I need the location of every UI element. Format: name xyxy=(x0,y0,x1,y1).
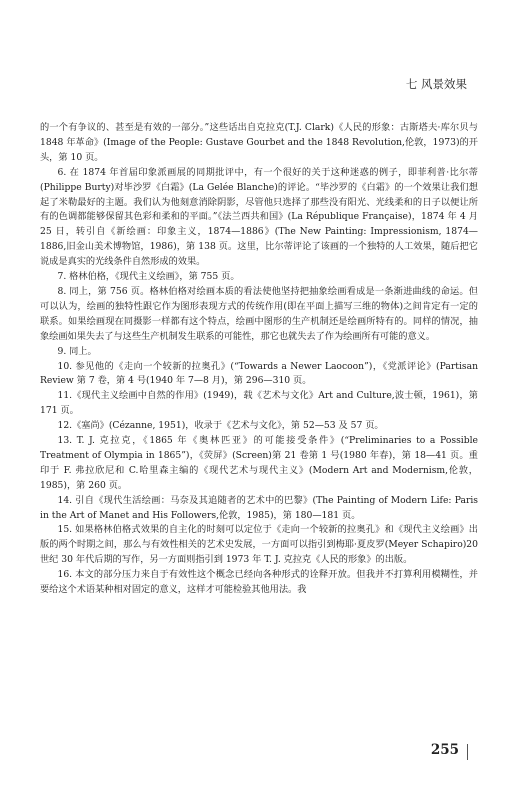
footnote-14: 14. 引自《现代生活绘画：马奈及其追随者的艺术中的巴黎》(The Painting of Modern Life: Paris in the Art of Manet and His Followers,伦敦，1985)，第 180—181 页。 xyxy=(40,494,478,521)
footnote-16: 16. 本文的部分压力来自于有效性这个概念已经向各种形式的诠释开放。但我并不打算利用模糊性，并要给这个术语某种相对固定的意义，这样才可能检验其他用法。我 xyxy=(40,569,478,596)
footnote-11: 11.《现代主义绘画中自然的作用》(1949)，载《艺术与文化》Art and Culture,波士顿，1961)，第 171 页。 xyxy=(40,390,478,417)
running-header: 七 风景效果 xyxy=(405,77,467,91)
footnote-12: 12.《塞尚》(Cézanne, 1951)，收录于《艺术与文化》，第 52—53 及 57 页。 xyxy=(57,420,384,432)
footnote-13: 13. T. J. 克拉克，《1865 年《奥林匹亚》的可能接受条件》(“Preliminaries to a Possible Treatment of Olympia in 1865”)，《荧屏》(Screen)第 21 卷第 1 号(1980 年春)，第 18—41 页。重印于 F. 弗拉欣尼和 C.哈里森主编的《现代艺术与现代主义》(Modern Art and Modernism,伦敦，1985)，第 260 页。 xyxy=(40,435,478,491)
footnote-6: 6. 在 1874 年首届印象派画展的同期批评中，有一个很好的关于这种迷惑的例子，即菲利普·比尔蒂(Philippe Burty)对毕沙罗《白霜》(La Gelée Blanche)的评论。“毕沙罗的《白霜》的一个效果让我们想起了米勒最好的主题。我们认为他刻意消除阴影，尽管他只选择了那些没有阳光、光线柔和的日子以便让所有的色调都能够保留其色彩和柔和的平面。”《法兰西共和国》(La République Française)，1874 年 4 月 25 日，转引自《新绘画：印象主义，1874—1886》(The New Painting: Impressionism, 1874—1886,旧金山美术博物馆，1986)，第 138 页。这里，比尔蒂评论了该画的一个独特的人工效果，随后把它说成是真实的光线条件自然形成的效果。 xyxy=(40,166,478,268)
footnote-7: 7. 格林伯格，《现代主义绘画》，第 755 页。 xyxy=(57,271,240,283)
footnotes-body xyxy=(40,121,478,598)
footnote-9: 9. 同上。 xyxy=(57,345,97,357)
page-number-rule xyxy=(467,744,468,760)
footnote-8: 8. 同上，第 756 页。格林伯格对绘画本质的看法使他坚持把抽象绘画看成是一条渐进曲线的命运。但可以认为，绘画的独特性跟它作为图形表现方式的传统作用(即在平面上描写三维的物体)之间肯定有一定的联系。如果绘画现在同摄影一样都有这个特点，绘画中图形的生产机制还是绘画所特有的。同样的情况，抽象绘画如果失去了与这些生产机制发生联系的可能性，那它也就失去了作为绘画所有可能的意义。 xyxy=(40,285,478,342)
footnote-10: 10. 参见他的《走向一个较新的拉奥孔》(“Towards a Newer Laocoon”)，《党派评论》(Partisan Review 第 7 卷，第 4 号(1940 年 7—8 月)，第 296—310 页。 xyxy=(40,360,478,387)
footnote-continuation: 的一个有争议的、甚至是有效的一部分。”这些话出自克拉克(T.J. Clark)《人民的形象：古斯塔夫·库尔贝与 1848 年革命》(Image of the People: Gustave Gourbet and the 1848 Revolution,伦敦，1973)的开头，第 10 页。 xyxy=(40,122,478,163)
footnote-15: 15. 如果格林伯格式效果的自主化的时刻可以定位于《走向一个较新的拉奥孔》和《现代主义绘画》出版的两个时期之间，那么与有效性相关的艺术史发展，一方面可以指引到梅耶·夏皮罗(Meyer Schapiro)20 世纪 30 年代后期的写作，另一方面则指引到 1973 年 T. J. 克拉克《人民的形象》的出版。 xyxy=(40,524,478,566)
page-number: 255 xyxy=(430,742,459,758)
